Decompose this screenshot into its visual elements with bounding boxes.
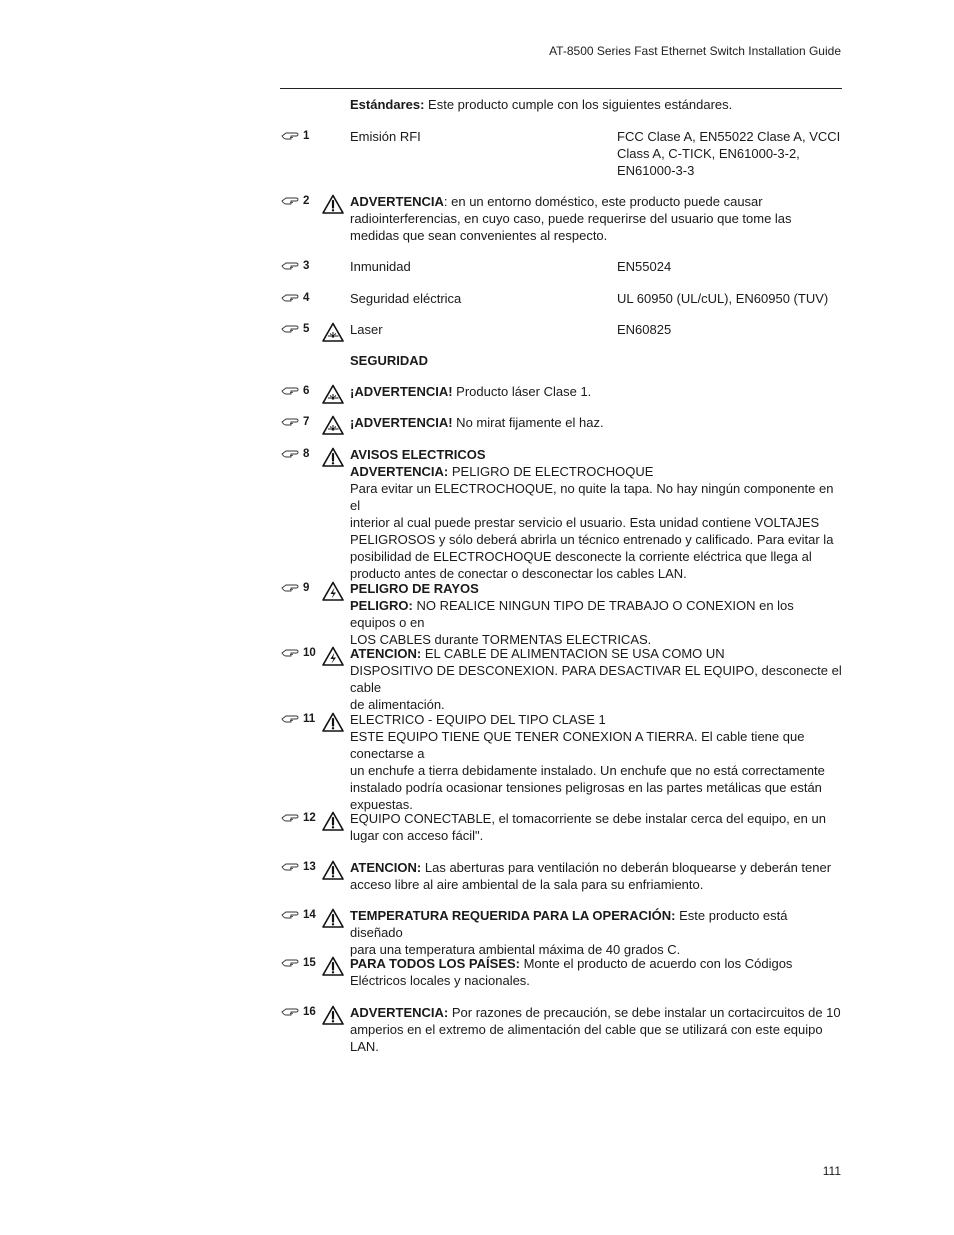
text-line: lugar con acceso fácil". xyxy=(350,828,484,843)
entry-number: 9 xyxy=(303,582,310,594)
entry-number: 13 xyxy=(303,861,316,873)
entry-lead: PELIGRO: xyxy=(350,598,413,613)
text-line: ADVERTENCIA: en un entorno doméstico, este producto puede causar xyxy=(350,194,763,209)
entry-standard xyxy=(617,321,842,338)
laser-warning-icon xyxy=(322,384,344,404)
lightning-warning-icon xyxy=(322,646,344,666)
entry-text xyxy=(350,580,842,648)
warning-icon xyxy=(322,194,344,214)
text-line: LAN. xyxy=(350,1039,379,1054)
entry-text xyxy=(350,645,842,713)
entry-lead: TEMPERATURA REQUERIDA PARA LA OPERACIÓN: xyxy=(350,908,676,923)
entry-lead: ¡ADVERTENCIA! xyxy=(350,415,453,430)
entry-text xyxy=(350,446,842,582)
entry-text xyxy=(350,1004,842,1055)
entry-standard xyxy=(617,258,842,275)
pointing-hand-icon xyxy=(281,324,299,334)
entry-number: 12 xyxy=(303,812,316,824)
text-line: de alimentación. xyxy=(350,697,445,712)
text-line: para una temperatura ambiental máxima de 40 grados C. xyxy=(350,942,681,957)
entry-lead: ADVERTENCIA: xyxy=(350,464,449,479)
entry-number: 2 xyxy=(303,195,310,207)
standard-line: EN60825 xyxy=(617,322,672,337)
pointing-hand-icon xyxy=(281,813,299,823)
entry-number: 1 xyxy=(303,130,310,142)
text-line: instalado podría ocasionar tensiones peligrosas en las partes metálicas que están xyxy=(350,780,822,795)
text-line: posibilidad de ELECTROCHOQUE desconecte la corriente eléctrica que llega al xyxy=(350,549,812,564)
standard-line: Class A, C-TICK, EN61000-3-2, xyxy=(617,146,800,161)
entry-text xyxy=(350,810,842,844)
entry-number: 7 xyxy=(303,416,310,428)
text-line: amperios en el extremo de alimentación del cable que se utilizará con este equipo xyxy=(350,1022,823,1037)
entry-text xyxy=(350,859,842,893)
text-line: ¡ADVERTENCIA! No mirat fijamente el haz. xyxy=(350,415,604,430)
text-line: LOS CABLES durante TORMENTAS ELECTRICAS. xyxy=(350,632,652,647)
warning-icon xyxy=(322,712,344,732)
standard-line: EN61000-3-3 xyxy=(617,163,695,178)
pointing-hand-icon xyxy=(281,862,299,872)
text-line: PELIGROSOS y sólo deberá abrirla un técnico entrenado y calificado. Para evitar la xyxy=(350,532,834,547)
entry-title: PELIGRO DE RAYOS xyxy=(350,581,479,596)
section-heading: SEGURIDAD xyxy=(350,353,429,368)
text-line: Eléctricos locales y nacionales. xyxy=(350,973,530,988)
entry-label: Laser xyxy=(350,322,383,337)
standard-line: FCC Clase A, EN55022 Clase A, VCCI xyxy=(617,129,841,144)
text-line: DISPOSITIVO DE DESCONEXION. PARA DESACTIVAR EL EQUIPO, desconecte el cable xyxy=(350,663,842,695)
warning-icon xyxy=(322,811,344,831)
pointing-hand-icon xyxy=(281,417,299,427)
laser-warning-icon xyxy=(322,415,344,435)
standards-label: Estándares: xyxy=(350,97,425,112)
entry-number: 11 xyxy=(303,713,316,725)
entry-number: 16 xyxy=(303,1006,316,1018)
text-line: interior al cual puede prestar servicio el usuario. Esta unidad contiene VOLTAJES xyxy=(350,515,820,530)
pointing-hand-icon xyxy=(281,196,299,206)
warning-icon xyxy=(322,908,344,928)
text-line: PELIGRO: NO REALICE NINGUN TIPO DE TRABAJO O CONEXION en los equipos o en xyxy=(350,598,794,630)
entry-lead: ATENCION: xyxy=(350,860,422,875)
entry-lead: ADVERTENCIA xyxy=(350,194,444,209)
entry-lead: ADVERTENCIA: xyxy=(350,1005,449,1020)
text-line: ELECTRICO - EQUIPO DEL TIPO CLASE 1 xyxy=(350,712,606,727)
pointing-hand-icon xyxy=(281,386,299,396)
text-line: medidas que sean convenientes al respecto. xyxy=(350,228,608,243)
entry-number: 6 xyxy=(303,385,310,397)
text-line: ATENCION: EL CABLE DE ALIMENTACION SE USA COMO UN xyxy=(350,646,725,661)
entry-lead: ¡ADVERTENCIA! xyxy=(350,384,453,399)
standards-text: Este producto cumple con los siguientes estándares. xyxy=(428,97,733,112)
pointing-hand-icon xyxy=(281,449,299,459)
pointing-hand-icon xyxy=(281,583,299,593)
entry-number: 4 xyxy=(303,292,310,304)
standard-line: EN55024 xyxy=(617,259,672,274)
entry-number: 10 xyxy=(303,647,316,659)
header-rule xyxy=(280,88,842,89)
standard-line: UL 60950 (UL/cUL), EN60950 (TUV) xyxy=(617,291,829,306)
entry-number: 5 xyxy=(303,323,310,335)
entry-number: 14 xyxy=(303,909,316,921)
pointing-hand-icon xyxy=(281,648,299,658)
text-line: ADVERTENCIA: Por razones de precaución, se debe instalar un cortacircuitos de 10 xyxy=(350,1005,841,1020)
pointing-hand-icon xyxy=(281,958,299,968)
entry-title: AVISOS ELECTRICOS xyxy=(350,447,486,462)
text-line: acceso libre al aire ambiental de la sala para su enfriamiento. xyxy=(350,877,704,892)
entry-number: 8 xyxy=(303,448,310,460)
text-line: EQUIPO CONECTABLE, el tomacorriente se debe instalar cerca del equipo, en un xyxy=(350,811,826,826)
entry-label: Inmunidad xyxy=(350,259,411,274)
text-line: un enchufe a tierra debidamente instalado. Un enchufe que no está correctamente xyxy=(350,763,825,778)
pointing-hand-icon xyxy=(281,131,299,141)
entry-label: Emisión RFI xyxy=(350,129,421,144)
laser-warning-icon xyxy=(322,322,344,342)
entry-text xyxy=(350,414,842,431)
standards-intro xyxy=(350,96,732,113)
warning-icon xyxy=(322,447,344,467)
entry-text xyxy=(350,907,842,958)
pointing-hand-icon xyxy=(281,714,299,724)
text-line: ESTE EQUIPO TIENE QUE TENER CONEXION A TIERRA. El cable tiene que conectarse a xyxy=(350,729,805,761)
entry-text xyxy=(350,193,842,244)
warning-icon xyxy=(322,1005,344,1025)
entry-number: 15 xyxy=(303,957,316,969)
text-line: ¡ADVERTENCIA! Producto láser Clase 1. xyxy=(350,384,592,399)
entry-lead: PARA TODOS LOS PAÍSES: xyxy=(350,956,520,971)
pointing-hand-icon xyxy=(281,910,299,920)
text-line: Para evitar un ELECTROCHOQUE, no quite la tapa. No hay ningún componente en el xyxy=(350,481,834,513)
page-number: 111 xyxy=(822,1164,841,1178)
entry-text xyxy=(350,383,842,400)
text-line: expuestas. xyxy=(350,797,413,812)
entry-lead: ATENCION: xyxy=(350,646,422,661)
text-line: ADVERTENCIA: PELIGRO DE ELECTROCHOQUE xyxy=(350,464,654,479)
pointing-hand-icon xyxy=(281,261,299,271)
entry-label: Seguridad eléctrica xyxy=(350,291,462,306)
text-line: ATENCION: Las aberturas para ventilación no deberán bloquearse y deberán tener xyxy=(350,860,832,875)
running-header: AT-8500 Series Fast Ethernet Switch Installation Guide xyxy=(549,44,841,58)
text-line: PARA TODOS LOS PAÍSES: Monte el producto de acuerdo con los Códigos xyxy=(350,956,793,971)
entry-standard xyxy=(617,128,842,179)
text-line: TEMPERATURA REQUERIDA PARA LA OPERACIÓN: Este producto está diseñado xyxy=(350,908,788,940)
entry-text xyxy=(350,711,842,813)
entry-number: 3 xyxy=(303,260,310,272)
pointing-hand-icon xyxy=(281,1007,299,1017)
warning-icon xyxy=(322,956,344,976)
text-line: producto antes de conectar o desconectar los cables LAN. xyxy=(350,566,687,581)
text-line: radiointerferencias, en cuyo caso, puede requerirse del usuario que tome las xyxy=(350,211,792,226)
pointing-hand-icon xyxy=(281,293,299,303)
warning-icon xyxy=(322,860,344,880)
lightning-warning-icon xyxy=(322,581,344,601)
entry-standard xyxy=(617,290,842,307)
entry-text xyxy=(350,955,842,989)
